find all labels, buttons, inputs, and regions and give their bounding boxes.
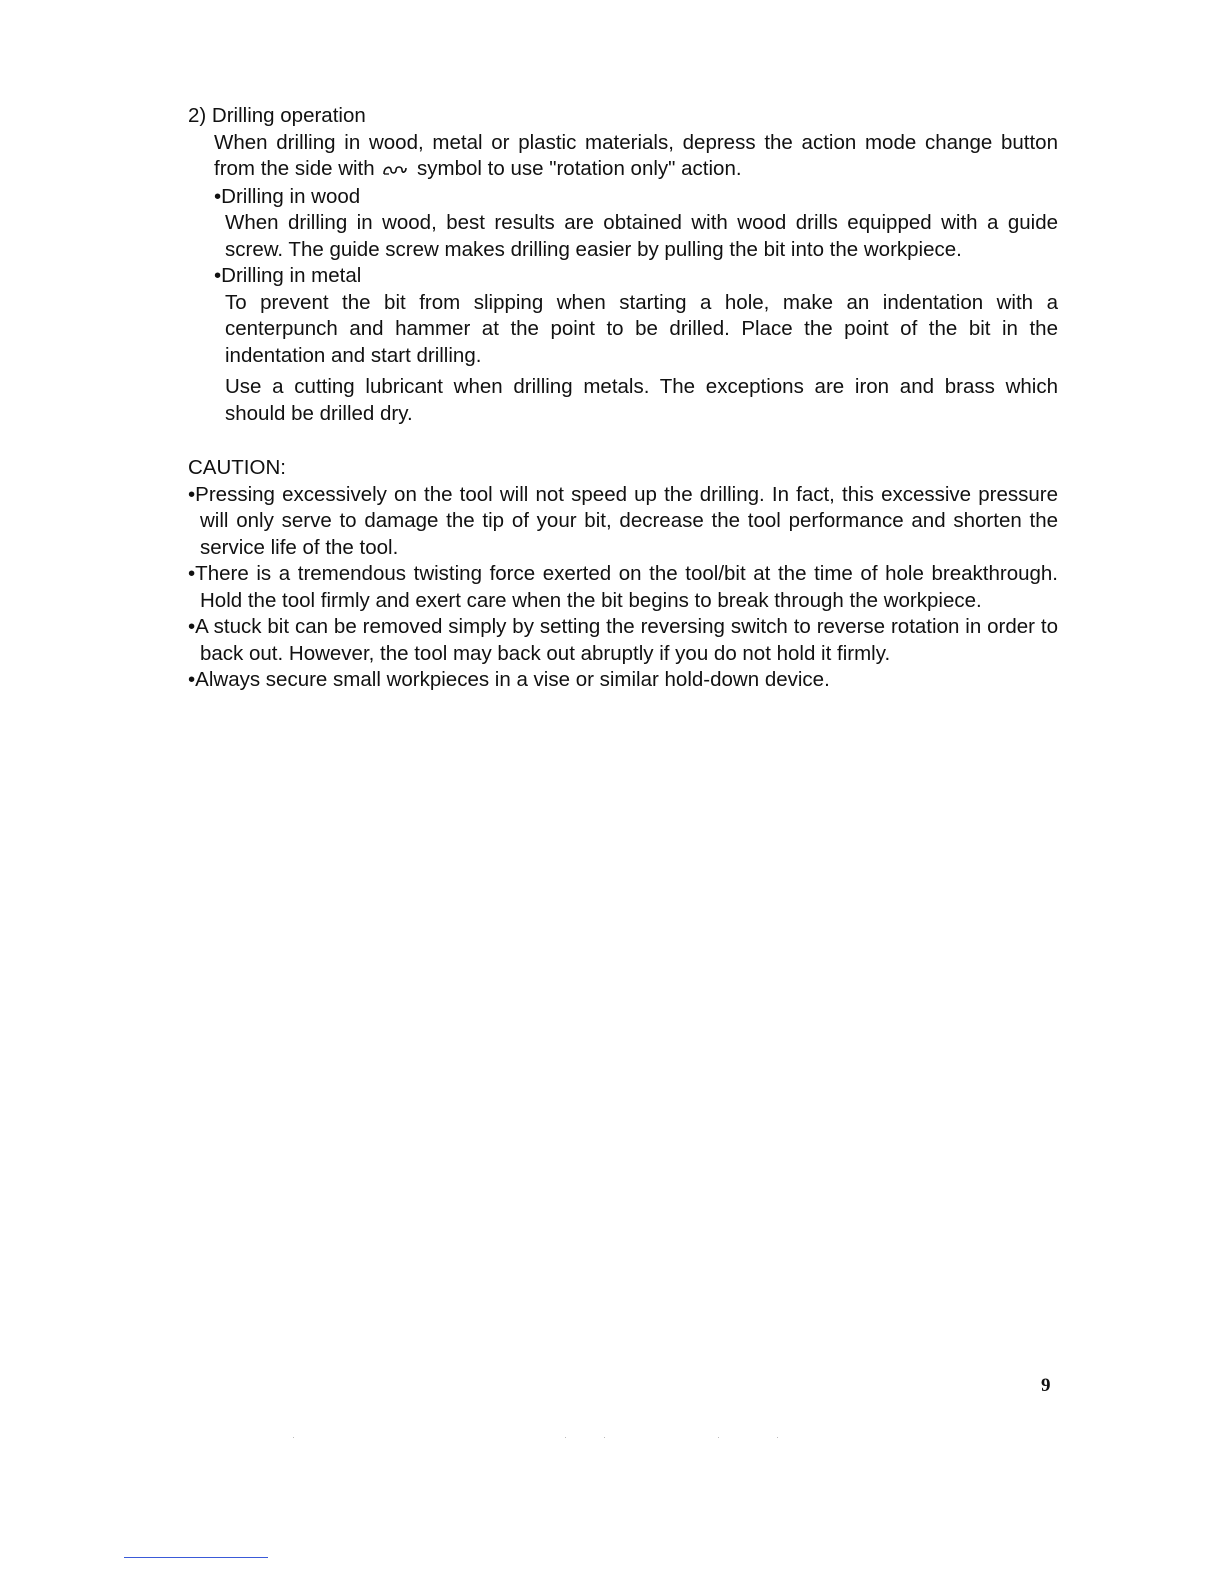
scan-speck xyxy=(718,1437,719,1438)
caution-item: •Pressing excessively on the tool will not speed up the drilling. In fact, this excessive pressure will only serve to damage the tip of your bit, decrease the tool performance and shorten the service life of the tool. xyxy=(188,482,1058,559)
drilling-wood-text: When drilling in wood, best results are obtained with wood drills equipped with a guide screw. The guide screw makes drilling easier by pulling the bit into the workpiece. xyxy=(225,211,1058,261)
section-heading: 2) Drilling operation xyxy=(188,104,366,127)
caution-heading: CAUTION: xyxy=(188,456,286,479)
drilling-operation-section xyxy=(188,103,1058,427)
drilling-wood-heading: •Drilling in wood xyxy=(214,184,361,208)
drilling-metal-text-1: To prevent the bit from slipping when starting a hole, make an indentation with a centerpunch and hammer at the point to be drilled. Place the point of the bit in the indentation and start drilling. xyxy=(225,290,1058,367)
scan-speck xyxy=(565,1437,566,1438)
caution-section xyxy=(188,455,1058,694)
scan-speck xyxy=(777,1437,778,1438)
rotation-only-icon xyxy=(382,157,408,184)
scan-speck xyxy=(604,1437,605,1438)
intro-text-after: symbol to use "rotation only" action. xyxy=(411,157,742,180)
caution-item: •A stuck bit can be removed simply by setting the reversing switch to reverse rotation in order to back out. However, the tool may back out abruptly if you do not hold it firmly. xyxy=(188,615,1058,665)
scan-speck xyxy=(293,1437,294,1438)
caution-item: •There is a tremendous twisting force exerted on the tool/bit at the time of hole breakthrough. Hold the tool firmly and exert care when the bit begins to break through the workpiece. xyxy=(188,562,1058,612)
page-number: 9 xyxy=(1041,1375,1051,1396)
drilling-metal-heading: •Drilling in metal xyxy=(214,264,362,287)
intro-paragraph xyxy=(188,130,1058,184)
drilling-metal-text-2: Use a cutting lubricant when drilling metals. The exceptions are iron and brass which should be drilled dry. xyxy=(225,375,1058,425)
bottom-divider xyxy=(124,1557,268,1558)
intro-text-before: When drilling in wood, metal or plastic materials, depress the action mode change button from the side with xyxy=(214,130,1058,180)
caution-item: •Always secure small workpieces in a vise or similar hold-down device. xyxy=(188,668,830,691)
